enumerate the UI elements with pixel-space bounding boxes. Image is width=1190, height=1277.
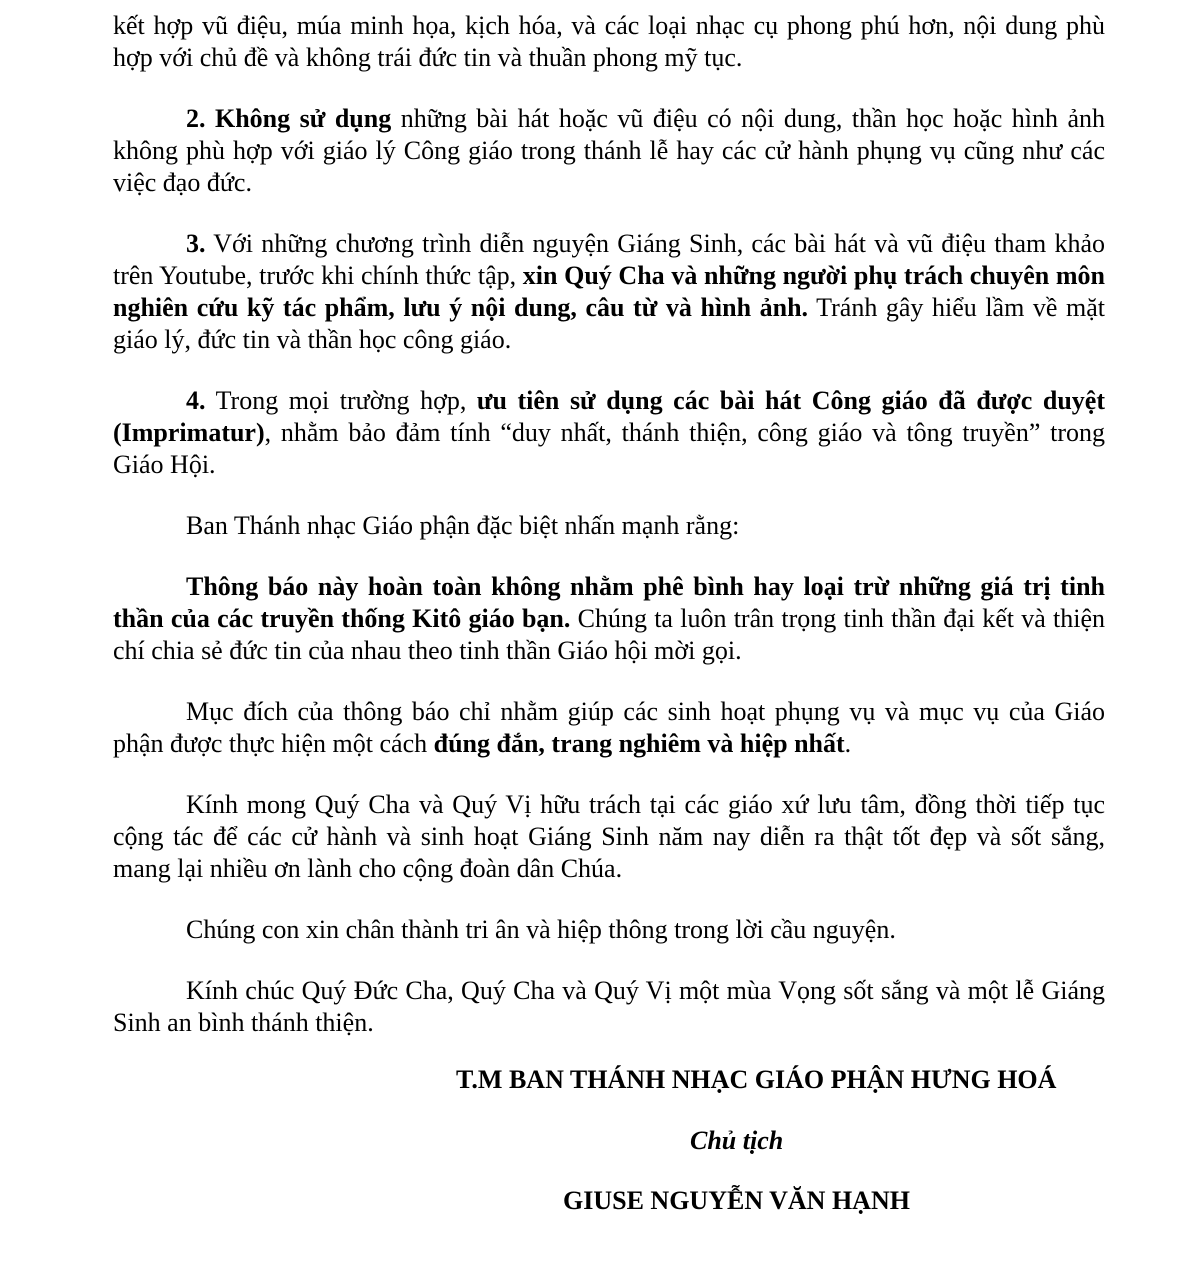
item-4-bold-text: ưu tiên sử dụng các bài hát Công giáo đã được duyệt (Imprimatur) (113, 386, 1105, 447)
request-paragraph: Kính mong Quý Cha và Quý Vị hữu trách tại các giáo xứ lưu tâm, đồng thời tiếp tục cộng tác để các cử hành và sinh hoạt Giáng Sinh năm nay diễn ra thật tốt đẹp và sốt sắng, mang lại nhiều ơn lành cho cộng đoàn dân Chúa. (113, 790, 1105, 883)
thanks-paragraph: Chúng con xin chân thành tri ân và hiệp thông trong lời cầu nguyện. (186, 915, 896, 944)
item-2-bold-text: Không sử dụng (215, 104, 392, 133)
emphasis-intro-paragraph: Ban Thánh nhạc Giáo phận đặc biệt nhấn mạnh rằng: (186, 511, 740, 540)
purpose-paragraph (113, 696, 1105, 760)
item-3-bold-text: xin Quý Cha và những người phụ trách chuyên môn nghiên cứu kỹ tác phẩm, lưu ý nội dung, câu từ và hình ảnh. (113, 261, 1105, 322)
item-3-text-1: Với những chương trình diễn nguyện Giáng Sinh, các bài hát và vũ điệu tham khảo trên Youtube, trước khi chính thức tập, (113, 229, 1105, 290)
purpose-text-2: . (844, 729, 852, 758)
signature-organization: T.M BAN THÁNH NHẠC GIÁO PHẬN HƯNG HOÁ (456, 1065, 1057, 1094)
item-4-paragraph (113, 385, 1105, 481)
item-4-text-2: , nhằm bảo đảm tính “duy nhất, thánh thiện, công giáo và tông truyền” trong Giáo Hội. (113, 418, 1105, 479)
item-2-text: những bài hát hoặc vũ điệu có nội dung, thần học hoặc hình ảnh không phù hợp với giáo lý Công giáo trong thánh lễ hay các cử hành phụng vụ cũng như các việc đạo đức. (113, 104, 1106, 197)
item-4-number: 4. (186, 386, 206, 415)
item-3-number: 3. (186, 229, 206, 258)
emphasis-paragraph (113, 571, 1105, 667)
purpose-bold-text: đúng đắn, trang nghiêm và hiệp nhất (433, 729, 845, 758)
item-3-text-2: Tránh gây hiểu lầm về mặt giáo lý, đức tin và thần học công giáo. (113, 293, 1105, 354)
item-4-text-1: Trong mọi trường hợp, (205, 386, 477, 415)
item-2-number: 2. (186, 104, 206, 133)
item-2-paragraph (113, 103, 1105, 199)
item-3-paragraph (113, 228, 1105, 356)
signature-role: Chủ tịch (690, 1126, 784, 1155)
emphasis-text: Chúng ta luôn trân trọng tinh thần đại kết và thiện chí chia sẻ đức tin của nhau theo tinh thần Giáo hội mời gọi. (113, 604, 1105, 665)
signature-name: GIUSE NGUYỄN VĂN HẠNH (563, 1186, 910, 1215)
intro-paragraph: kết hợp vũ điệu, múa minh họa, kịch hóa, và các loại nhạc cụ phong phú hơn, nội dung phù hợp với chủ đề và không trái đức tin và thuần phong mỹ tục. (113, 11, 1105, 72)
document-body (113, 10, 1105, 1039)
purpose-text-1: Mục đích của thông báo chỉ nhằm giúp các sinh hoạt phụng vụ và mục vụ của Giáo phận được thực hiện một cách (113, 697, 1105, 758)
emphasis-bold-text: Thông báo này hoàn toàn không nhằm phê bình hay loại trừ những giá trị tinh thần của các truyền thống Kitô giáo bạn. (113, 572, 1105, 633)
wishes-paragraph: Kính chúc Quý Đức Cha, Quý Cha và Quý Vị một mùa Vọng sốt sắng và một lễ Giáng Sinh an bình thánh thiện. (113, 976, 1105, 1037)
